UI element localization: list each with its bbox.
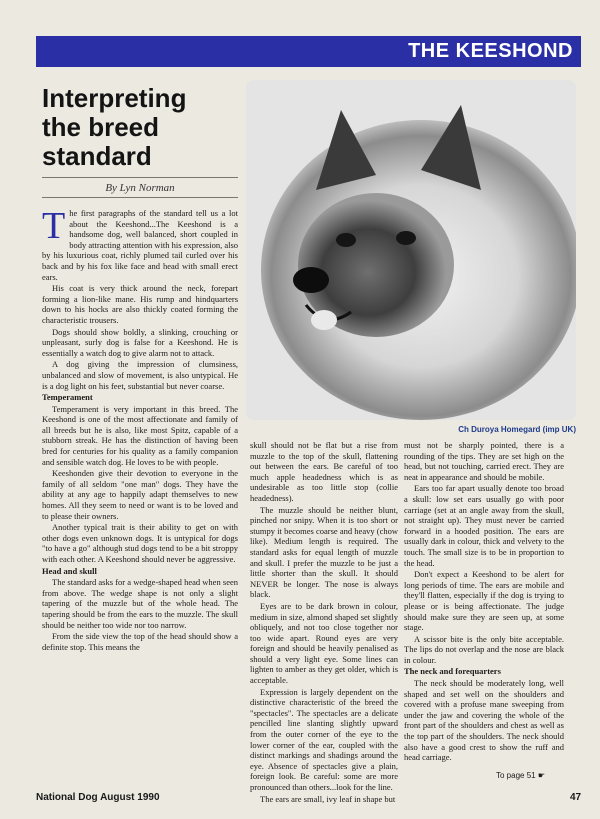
col3-paragraph-1: must not be sharply pointed, there is a rounding of the tips. They are set high on the head, but not touching, carried erect. They are neat in appearance and should be mobile. — [404, 440, 564, 482]
subhead-head-skull: Head and skull — [42, 565, 97, 576]
subhead-neck-forequarters: The neck and forequarters — [404, 666, 501, 677]
banner-title: THE KEESHOND — [408, 40, 573, 62]
col1-paragraph-4: A dog giving the impression of clumsiness, unbalanced and slow of movement, is also untypical. He is a dog light on his feet, substantial but never coarse. — [42, 359, 238, 391]
col1-paragraph-9: From the side view the top of the head should show a definite stop. This means the — [42, 631, 238, 652]
footer-publication: National Dog August 1990 — [36, 792, 160, 803]
drop-cap: T — [42, 205, 66, 247]
col1-paragraph-5: Temperament is very important in this breed. The Keeshond is one of the most affectionate and family of all breeds but he is also, like most Spitz, capable of a stubborn streak. He has the distinction of having been bred for centuries for his quality as a family companion and sensible watch dog. He loves to be with people. — [42, 403, 238, 467]
col2-paragraph-1: skull should not be flat but a rise from muzzle to the top of the skull, flattening out between the ears. Be careful of too much apple headedness which is as undesirable as too little stop (collie headedness). — [250, 440, 398, 503]
keeshond-illustration — [246, 80, 576, 420]
column-1 — [42, 205, 239, 653]
continuation-link[interactable]: To page 51 ☛ — [496, 771, 545, 780]
col1-paragraph-3: Dogs should show boldly, a slinking, crouching or unpleasant, surly dog is false for a Keeshond. He is essentially a watch dog to give alarm not to attack. — [42, 326, 238, 358]
col2-paragraph-4: Expression is largely dependent on the distinctive characteristic of the breed the "spectacles". The spectacles are a delicate pencilled line slanting slightly upward from the outer corner of the eye to the lower corner of the ear, coupled with the distinct markings and shadings around the eye. Absence of spectacles give a plain, foreign look. Be careful: some are more pronounced than others...look for the line. — [250, 686, 398, 792]
col1-paragraph-2: His coat is very thick around the neck, forepart forming a lion-like mane. His rump and hindquarters down to his hocks are also thickly coated forming the characteristic trousers. — [42, 283, 238, 325]
byline: By Lyn Norman — [105, 182, 175, 194]
subhead-temperament: Temperament — [42, 392, 93, 403]
col2-paragraph-5: The ears are small, ivy leaf in shape but — [260, 793, 396, 804]
photo-caption: Ch Duroya Homegard (imp UK) — [458, 425, 576, 434]
column-3 — [404, 440, 564, 764]
byline-rule-bottom — [42, 197, 238, 198]
col2-paragraph-3: Eyes are to be dark brown in colour, medium in size, almond shaped set slightly obliquely, and not too close together nor too wide apart. Round eyes are very foreign and should be heavily penalised as should a very light eye. Some lines can lighten to amber as they get older, which is acceptable. — [250, 600, 398, 686]
col1-paragraph-6: Keeshonden give their devotion to everyone in the family of all seldom "one man" dogs. They have the ability at any age to happily adapt themselves to new homes. All they seem to need or want is to be loved and to please their owners. — [42, 468, 238, 521]
col3-paragraph-2: Ears too far apart usually denote too broad a skull: low set ears usually go with poor carriage (set at an angle away from the skull, not straight up). They must never be carried forward in a hooded position. The ears are usually dark in colour, thick and velvety to the touch. The small size is to be in proportion to the head. — [404, 483, 564, 568]
article-headline — [42, 84, 242, 171]
col1-paragraph-8: The standard asks for a wedge-shaped head when seen from above. The wedge shape is not only a slight tapering of the muzzle but of the whole head. The tapering should be from the ears to the muzzle. The skull should be neither too wide nor too narrow. — [42, 577, 238, 630]
col3-paragraph-5: The neck should be moderately long, well shaped and set well on the shoulders and covered with a profuse mane sweeping from under the jaw and covering the whole of the front part of the shoulders and chest as well as the top part of the shoulders. The neck should also have a good crest to show the ruff and head carriage. — [404, 678, 564, 763]
footer-page-number: 47 — [570, 792, 582, 803]
keeshond-head-photo — [246, 80, 576, 420]
headline-line-3: standard — [42, 141, 152, 171]
col1-paragraph-7: Another typical trait is their ability to get on with other dogs even unknown dogs. It is untypical for dogs "to have a go" although stud dogs tend to be a bit stroppy with each other. A Keeshond should never be aggressive. — [42, 522, 238, 564]
col1-paragraph-1: he first paragraphs of the standard tell us a lot about the Keeshond...The Keeshond is a handsome dog, well balanced, short coupled in body attracting attention with his expression, also by his luxurious coat, richly plumed tail curled over his back and by his fox like face and head with small erect ears. — [42, 208, 239, 282]
byline-block — [42, 177, 238, 198]
col3-paragraph-3: Don't expect a Keeshond to be alert for long periods of time. The ears are mobile and they'll flatten, especially if the dog is trying to please or is being affectionate. The judge should make sure they are seen up, at some stage. — [404, 569, 564, 633]
col2-paragraph-2: The muzzle should be neither blunt, pinched nor snipy. When it is too short or stumpy it becomes coarse and heavy (chow like). Medium length is required. The standard asks for equal length of muzzle and skull. I prefer the muzzle to be just a little shorter than the skull. It should NEVER be longer. The nose is always black. — [250, 504, 398, 600]
col3-paragraph-4: A scissor bite is the only bite acceptable. The lips do not overlap and the nose are black in colour. — [404, 633, 564, 665]
section-banner — [36, 36, 581, 67]
column-2 — [250, 440, 398, 805]
headline-line-1: Interpreting — [42, 83, 187, 113]
headline-line-2: the breed — [42, 112, 160, 142]
